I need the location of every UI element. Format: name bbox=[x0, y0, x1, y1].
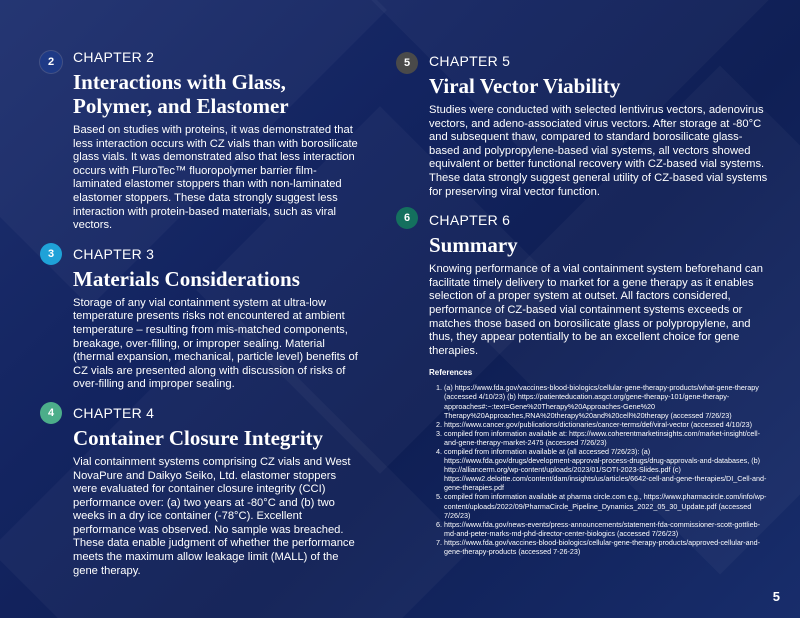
chapter-number-badge: 5 bbox=[396, 52, 418, 74]
chapter-title: Container Closure Integrity bbox=[73, 425, 324, 450]
chapter-label: CHAPTER 6 bbox=[429, 212, 511, 229]
reference-item: 1. (a) https://www.fda.gov/vaccines-blood-biologics/cellular-gene-therapy-products/what-gene-therapy (accessed 4/10/23) (b) https://patienteducation.asgct.org/gene-therapy-101/gene-therapy-approaches#:~:text=Gene%20Therapy%20Approaches-Gene%20 Therapy%20Approaches,RNA%20therapy%20and%20cell%20therapy (accessed 7/26/23) bbox=[444, 383, 771, 419]
reference-item: 7. https://www.fda.gov/vaccines-blood-biologics/cellular-gene-therapy-products/approved-cellular-and-gene-therapy-products (accessed 7-26-23) bbox=[444, 538, 771, 556]
chapter-number-badge: 2 bbox=[40, 51, 62, 73]
reference-item: 6. https://www.fda.gov/news-events/press-announcements/statement-fda-commissioner-scott-gottlieb-md-and-peter-marks-md-phd-director-center-biologics (accessed 7/26/23) bbox=[444, 520, 771, 538]
chapter-5 bbox=[396, 52, 771, 199]
chapter-number-badge: 3 bbox=[40, 243, 62, 265]
chapter-6 bbox=[396, 211, 771, 358]
chapter-title: Viral Vector Viability bbox=[429, 74, 621, 98]
reference-item: 2. https://www.cancer.gov/publications/dictionaries/cancer-terms/def/viral-vector (accessed 4/10/23) bbox=[444, 420, 771, 429]
chapter-title: Summary bbox=[429, 233, 518, 258]
references-section bbox=[396, 368, 771, 556]
left-column bbox=[40, 48, 360, 578]
chapter-label: CHAPTER 4 bbox=[73, 404, 155, 421]
right-column bbox=[396, 52, 771, 556]
chapter-label: CHAPTER 3 bbox=[73, 245, 155, 262]
references-list bbox=[396, 383, 771, 556]
chapter-number-badge: 6 bbox=[396, 207, 418, 229]
page-number: 5 bbox=[772, 589, 780, 604]
chapter-body: Knowing performance of a vial containment system beforehand can facilitate timely delivery to market for a gene therapy as it enables selection of a proper system at outset. All factors considered, performance of CZ-based vial containment systems exceeds or matches those based on borosilicate glass or polypropylene, and thus, they appear potentially to be an excellent choice for gene therapies. bbox=[429, 263, 763, 357]
chapter-body: Vial containment systems comprising CZ vials and West NovaPure and Daikyo Seiko, Ltd. elastomer stoppers were evaluated for container closure integrity (CCI) performance over: (a) two years at -80°C and (b) two weeks in a dry ice container (-78°C). Excellent performance was observed. No sample was breached. These data enable judgment of whether the performance meets the maximum allow leakage limit (MALL) of the gene therapy. bbox=[73, 455, 355, 577]
chapter-body: Storage of any vial containment system at ultra-low temperature presents risks not encountered at ambient temperature – resulting from mis-matched components, breakage, over-filling, or improper sealing. Material (thermal expansion, mechanical, particle level) benefits of CZ vials are presented along with discussion of risks of over-filling and improper sealing. bbox=[73, 296, 358, 391]
chapter-3 bbox=[40, 245, 360, 392]
chapter-2 bbox=[40, 48, 360, 233]
chapter-body: Based on studies with proteins, it was demonstrated that less interaction occurs with CZ vials than with borosilicate glass vials. It was demonstrated also that less interaction occurs with FluroTec™ fluoropolymer barrier film-laminated elastomer stoppers than with non-laminated elastomer stoppers. These data strongly suggest less interaction with protein-based materials, such as viral vectors. bbox=[73, 124, 358, 232]
reference-item: 4. compiled from information available at (all accessed 7/26/23): (a) https://www.fda.gov/drugs/development-approval-process-drugs/drug-approvals-and-databases, (b) http://alliancerm.org/wp-content/uploads/2023/01/SOTI-2023-Slides.pdf (c) https://www2.deloitte.com/content/dam/insights/us/articles/6642-cell-and-gene-therapies/DI_Cell-and-gene-therapies.pdf bbox=[444, 447, 771, 492]
references-heading: References bbox=[429, 368, 473, 378]
reference-item: 3. compiled from information available at: https://www.coherentmarketinsights.com/market-insight/cell-and-gene-therapy-market-2475 (accessed 7/26/23) bbox=[444, 429, 771, 447]
chapter-label: CHAPTER 5 bbox=[429, 53, 511, 69]
chapter-4 bbox=[40, 404, 360, 578]
chapter-number-badge: 4 bbox=[40, 402, 62, 424]
chapter-title: Materials Considerations bbox=[73, 266, 300, 291]
reference-item: 5. compiled from information available at pharma circle.com e.g., https://www.pharmacircle.com/info/wp-content/uploads/2022/09/PharmaCircle_Pipeline_Dynamics_2022_05_30_Update.pdf (accessed 7/26/23) bbox=[444, 492, 771, 519]
chapter-label: CHAPTER 2 bbox=[73, 49, 155, 65]
chapter-title: Interactions with Glass, Polymer, and Elastomer bbox=[73, 70, 289, 118]
chapter-body: Studies were conducted with selected lentivirus vectors, adenovirus vectors, and adeno-associated virus vectors. After storage at -80°C and subsequent thaw, compared to standard borosilicate glass-based and polypropylene-based vial systems, all vectors showed equivalent or better functional recovery with CZ-based vial systems. These data strongly suggest general utility of CZ-based vial systems for preserving viral vector function. bbox=[429, 104, 768, 198]
